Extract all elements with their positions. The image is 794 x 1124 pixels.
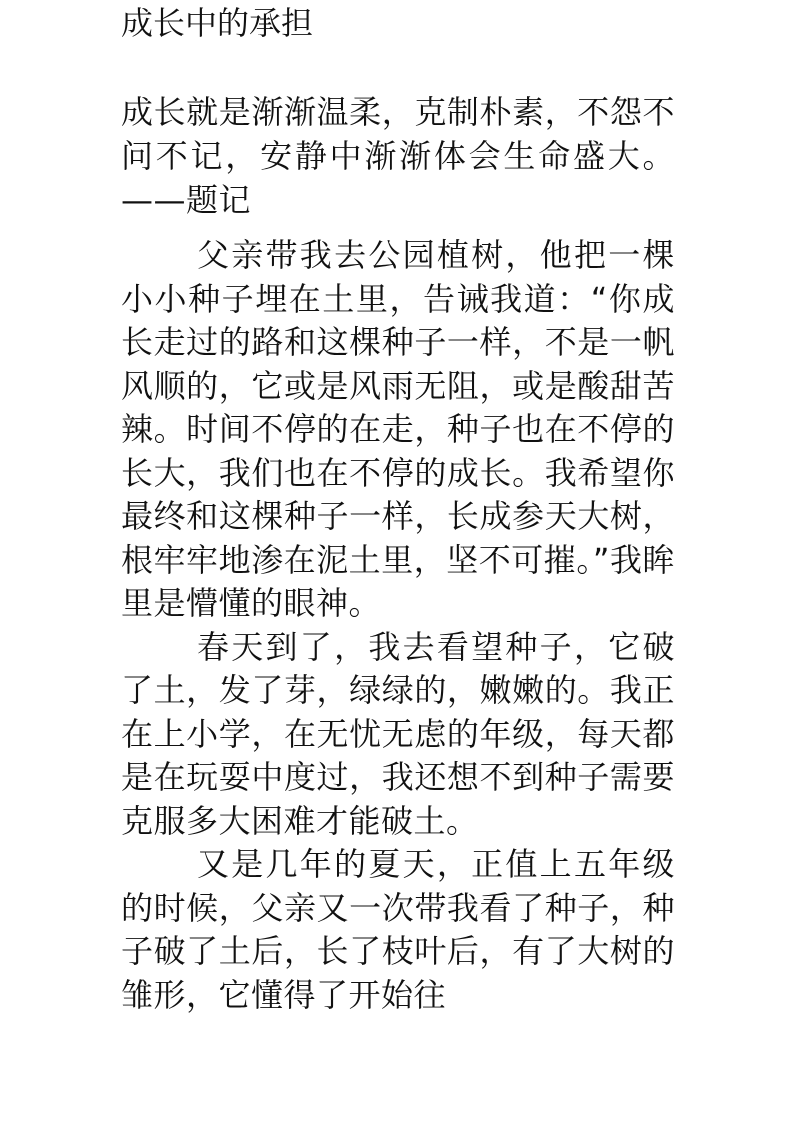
essay-title: 成长中的承担 xyxy=(121,4,314,42)
paragraph-2: 春天到了，我去看望种子，它破了土，发了芽，绿绿的，嫩嫩的。我正在上小学，在无忧无虑的年级，每天都是在玩耍中度过，我还想不到种子需要克服多大困难才能破土。 xyxy=(121,627,675,840)
epigraph: 成长就是渐渐温柔，克制朴素，不怨不问不记，安静中渐渐体会生命盛大。——题记 xyxy=(121,93,675,219)
document-page xyxy=(121,0,675,1017)
paragraph-1: 父亲带我去公园植树，他把一棵小小种子埋在土里，告诫我道：“你成长走过的路和这棵种子一样，不是一帆风顺的，它或是风雨无阻，或是酸甜苦辣。时间不停的在走，种子也在不停的长大，我们也在不停的成长。我希望你最终和这棵种子一样，长成参天大树，根牢牢地渗在泥土里，坚不可摧。”我眸里是懵懂的眼神。 xyxy=(121,236,675,622)
paragraph-3: 又是几年的夏天，正值上五年级的时候，父亲又一次带我看了种子，种子破了土后，长了枝叶后，有了大树的雏形，它懂得了开始往 xyxy=(121,845,675,1014)
